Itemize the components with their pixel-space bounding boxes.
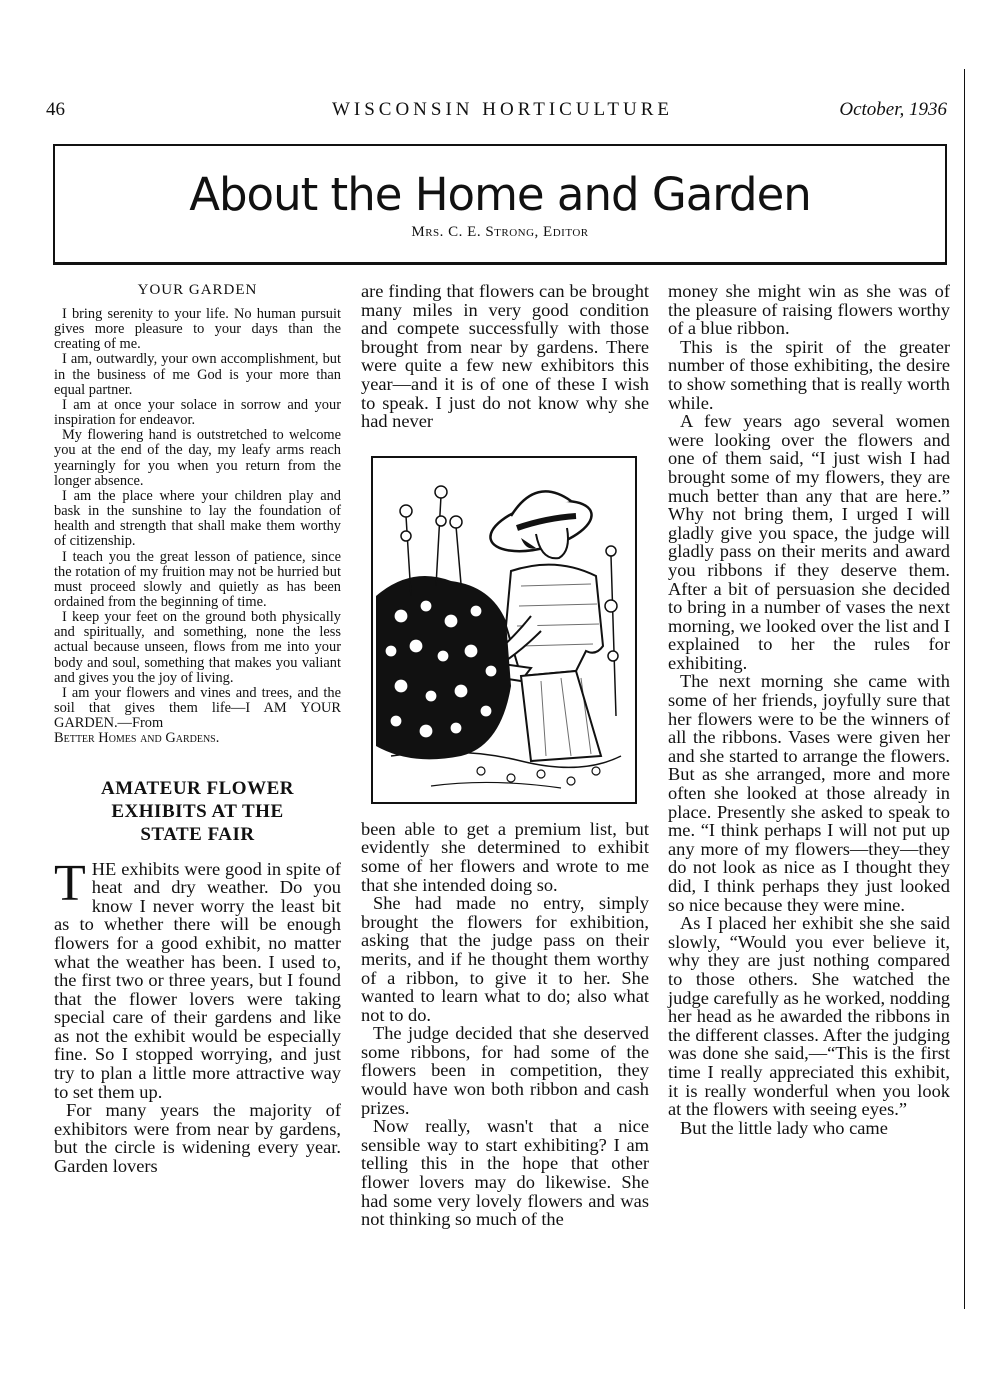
column-3 bbox=[668, 282, 950, 1137]
issue-date: October, 1936 bbox=[839, 99, 947, 120]
poem-paragraph: I teach you the great lesson of patience, since the rotation of my fruition may not be hurried but must proceed slowly and quietly as has been ordained from the beginning of time. bbox=[54, 548, 341, 610]
department-header-box bbox=[53, 144, 947, 265]
article-paragraph: Now really, wasn't that a nice sensible way to start exhibiting? I am telling this in the hope that other flower lovers may do likewise. She had some very lovely flowers and was not thinking so much of the bbox=[361, 1116, 649, 1230]
first-paragraph-text: HE exhibits were good in spite of heat and dry weather. Do you know I never worry the least bit as to whether there will be enough flowers for a good exhibit, no matter what the weather has been. I used to, the first two or three years, but I found that the flower lovers were taking special care of their gardens and like as not the exhibit would be especially fine. So I stopped worrying, and just try to plan a little more attractive way to set them up. bbox=[54, 858, 341, 1102]
article-body-col1 bbox=[54, 854, 341, 1177]
woman-picking-flowers-image bbox=[371, 456, 637, 804]
article-paragraph: She had made no entry, simply brought the flowers for exhibition, asking that the judge pass on their merits, and if he thought them worthy of a ribbon, to give it to her. She wanted to learn what to do; also what not to do. bbox=[361, 893, 649, 1025]
article-paragraph: The judge decided that she deserved some ribbons, for had some of the flowers been in competition, they would have won both ribbon and cash prizes. bbox=[361, 1023, 649, 1118]
article-paragraph: The next morning she came with some of her friends, joyfully sure that her flowers were to be the winners of all the ribbons. Vases were given her and she started to arrange the flowers. But as she arranged, more and more often she looked at those already in place. Presently she asked to speak to me. “I think perhaps I will not put up any more of my flowers—they—they do not look as nice as I thought they did, I think perhaps they just looked so nice because they were mine. bbox=[668, 671, 950, 915]
article-paragraph: A few years ago several women were looking over the flowers and one of them said, “I just wish I had brought some of my flowers, they are much better than any that are here.” Why not bring them, I urged I will gladly give you space, the judge will gladly pass on their merits and award you ribbons if they deserve them. After a bit of persuasion she decided to bring in a number of vases the next morning, we looked over the list and I explained to her the rules for exhibiting. bbox=[668, 411, 950, 673]
article-paragraph: been able to get a premium list, but evidently she determined to exhibit some of her flowers and wrote to me that she intended doing so. bbox=[361, 818, 649, 895]
page-number: 46 bbox=[46, 99, 65, 120]
article-heading-line: AMATEUR FLOWER bbox=[101, 777, 294, 799]
article-first-paragraph bbox=[54, 854, 341, 1102]
poem-credit: Better Homes and Gardens. bbox=[54, 730, 220, 747]
article-paragraph: This is the spirit of the greater number of those exhibiting, the desire to show something that is really worth while. bbox=[668, 336, 950, 413]
article-paragraph: money she might win as she was of the pleasure of raising flowers worthy of a blue ribbon. bbox=[668, 281, 950, 339]
gardener-illustration bbox=[371, 456, 637, 804]
column-2 bbox=[361, 282, 649, 1229]
article-heading-line: EXHIBITS AT THE bbox=[111, 800, 284, 822]
poem-paragraph: I am, outwardly, your own accomplishment, but in the business of me God is your more than equal partner. bbox=[54, 351, 341, 398]
journal-title: WISCONSIN HORTICULTURE bbox=[331, 99, 674, 120]
poem-paragraph: I keep your feet on the ground both physically and spiritually, and something, none the less actual because unseen, flows from me into your body and soul, something that makes you valiant and gives you the joy of living. bbox=[54, 609, 341, 686]
poem-paragraph: I am at once your solace in sorrow and your inspiration for endeavor. bbox=[54, 396, 341, 429]
poem-paragraph: My flowering hand is outstretched to welcome you at the end of the day, my leafy arms reach yearningly for you when you return from the longer absence. bbox=[54, 427, 341, 489]
article-paragraph: For many years the majority of exhibitors were from near by gardens, but the circle is widening every year. Garden lovers bbox=[54, 1100, 341, 1177]
article-paragraph: As I placed her exhibit she she said slowly, “Would you ever believe it, why they are just nothing compared to those others. She watched the judge carefully as he worked, nodding her head as he awarded the ribbons in the different classes. After the judging was done she said,—“This is the first time I really appreciated this exhibit, it is really wonderful when you look at the flowers with seeing eyes.” bbox=[668, 913, 950, 1120]
page-edge-rule bbox=[964, 69, 965, 1309]
poem-heading: YOUR GARDEN bbox=[137, 282, 258, 298]
column-1 bbox=[54, 282, 341, 1176]
department-editor: Mrs. C. E. Strong, Editor bbox=[411, 224, 589, 240]
poem-paragraph: I am the place where your children play and bask in the sunshine to lay the foundation of health and strength that shall make them worthy of citizenship. bbox=[54, 487, 341, 550]
article-heading bbox=[54, 777, 341, 846]
poem-paragraph: I am your flowers and vines and trees, and the soil that gives them life—I AM YOUR GARDEN.—From bbox=[54, 684, 341, 732]
poem-paragraph: I bring serenity to your life. No human pursuit gives more pleasure to your days than the creating of me. bbox=[54, 306, 341, 353]
article-heading-line: STATE FAIR bbox=[140, 823, 255, 845]
article-paragraph: are finding that flowers can be brought many miles in very good condition and compete successfully with those brought from near by gardens. There were quite a few new exhibitors this year—and it is of one of these I wish to speak. I just do not know why she had never bbox=[361, 281, 649, 432]
department-title: About the Home and Garden bbox=[189, 168, 811, 221]
poem-body bbox=[54, 307, 341, 747]
running-head bbox=[0, 99, 1005, 125]
article-paragraph: But the little lady who came bbox=[680, 1117, 888, 1138]
drop-cap: T bbox=[54, 854, 86, 912]
